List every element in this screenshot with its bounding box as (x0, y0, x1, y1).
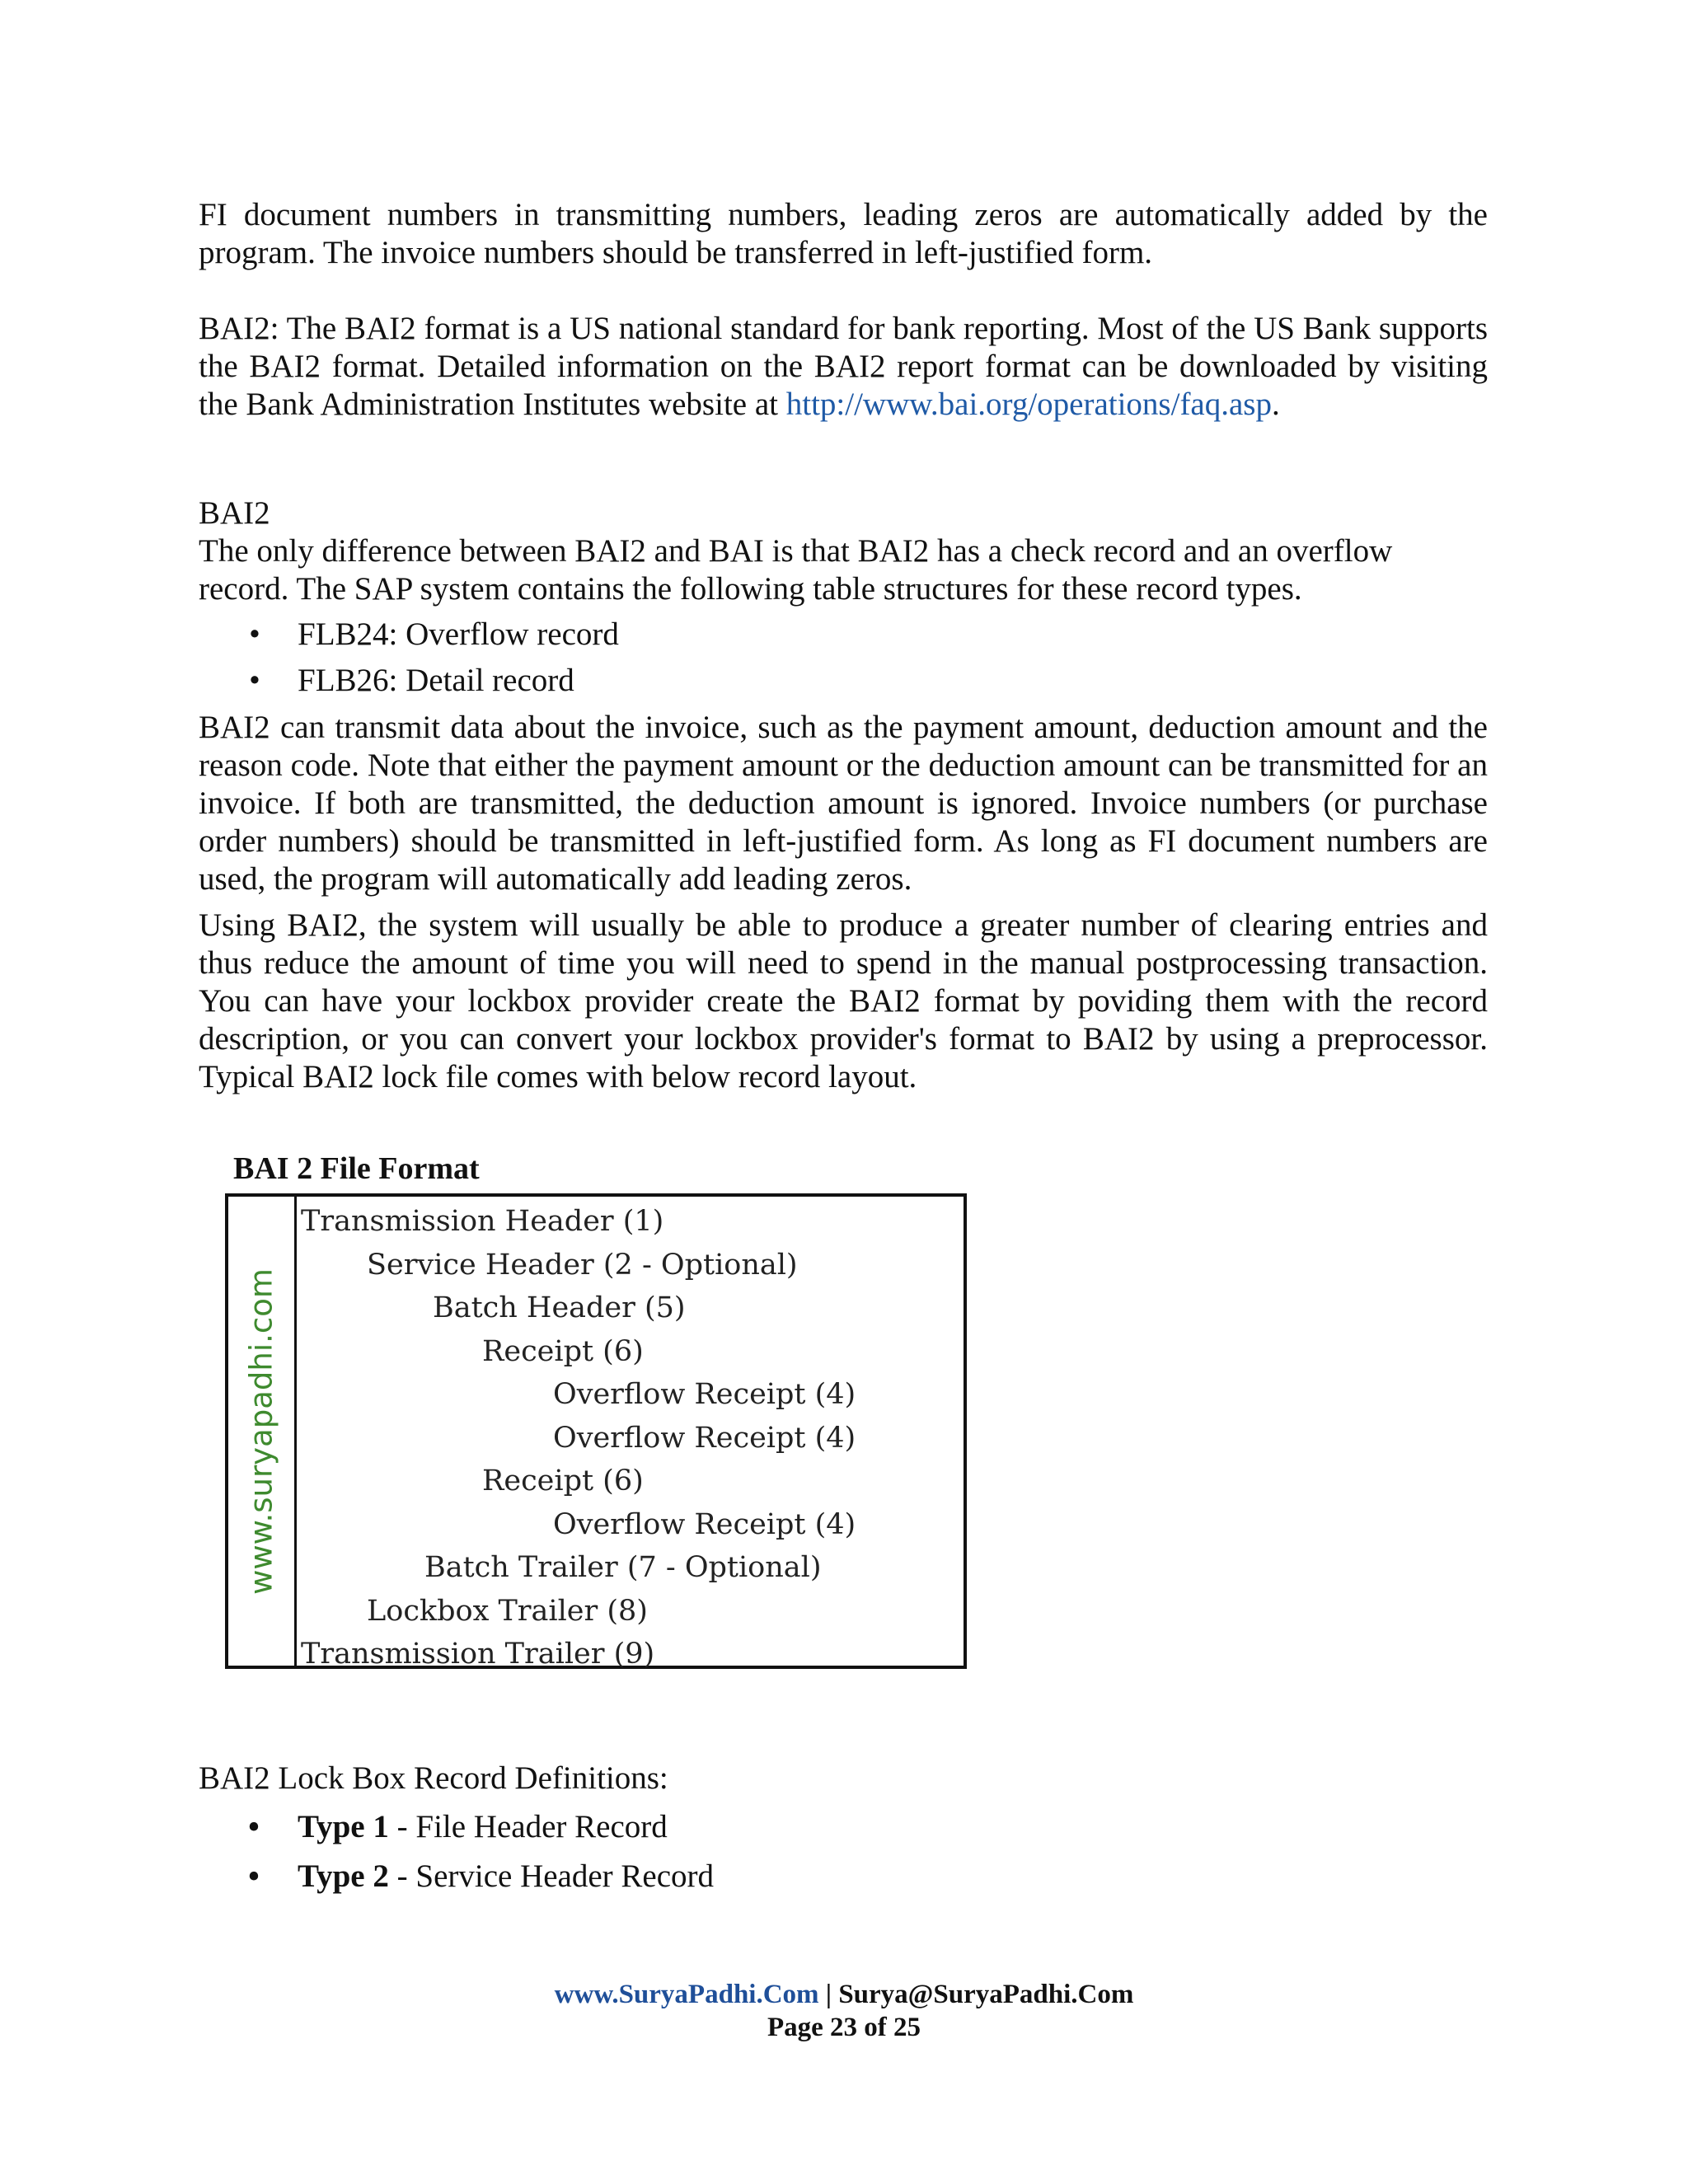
record-type-sep: - (388, 1809, 416, 1844)
bai2-intro-text: BAI2: The BAI2 format is a US national standard for bank reporting. Most of the US Bank supports the BAI2 format. Detailed information on the BAI2 report format can be downloaded by visiting the Bank Administration Institutes website at (199, 311, 1488, 422)
section-heading-bai2: BAI2 (199, 495, 270, 531)
bullet-icon: • (249, 663, 260, 698)
page-footer (0, 1978, 1688, 2044)
record-type-desc: File Header Record (415, 1809, 668, 1844)
paragraph-bai2-transmit: BAI2 can transmit data about the invoice, such as the payment amount, deduction amount and the reason code. Note that either the payment amount or the deduction amount can be transmitted for an invoice. If both are transmitted, the deduction amount is ignored. Invoice numbers (or purchase order numbers) should be transmitted in left-justified form. As long as FI document numbers are used, the program will automatically add leading zeros. (199, 710, 1488, 897)
definitions-heading: BAI2 Lock Box Record Definitions: (199, 1760, 668, 1796)
figure-record-rows (301, 1200, 856, 1676)
paragraph-bai2-difference: The only difference between BAI2 and BAI is that BAI2 has a check record and an overflow record. The SAP system contains the following table structures for these record types. (199, 533, 1393, 607)
footer-contact-line (0, 1978, 1688, 2011)
record-row: Service Header (2 - Optional) (367, 1248, 798, 1282)
paragraph-bai2-intro (199, 310, 1488, 424)
record-type-desc: Service Header Record (415, 1858, 715, 1894)
record-row: Transmission Trailer (9) (301, 1638, 655, 1671)
bullet-icon: • (247, 1856, 260, 1896)
figure-box (225, 1193, 967, 1669)
list-item (199, 658, 1488, 704)
list-item (199, 612, 1488, 658)
figure-title: BAI 2 File Format (233, 1151, 480, 1186)
watermark-text: www.suryapadhi.com (243, 1268, 279, 1595)
record-types-list (199, 612, 1488, 704)
bai2-intro-end: . (1271, 387, 1280, 422)
list-item (199, 1852, 1488, 1901)
record-row: Transmission Header (1) (301, 1205, 664, 1238)
record-type-label: Type 1 (298, 1809, 389, 1844)
figure-side-column (228, 1197, 297, 1666)
record-row: Receipt (6) (482, 1334, 644, 1368)
record-row: Overflow Receipt (4) (553, 1421, 856, 1455)
footer-email-link[interactable]: Surya@SuryaPadhi.Com (838, 1980, 1134, 2009)
paragraph-bai2-usage: Using BAI2, the system will usually be able to produce a greater number of clearing entries and thus reduce the amount of time you will need to spend in the manual postprocessing transaction. You can have your lockbox provider create the BAI2 format by poviding them with the record description, or you can convert your lockbox provider's format to BAI2 by using a preprocessor. Typical BAI2 lock file comes with below record layout. (199, 907, 1488, 1094)
record-row: Receipt (6) (482, 1465, 644, 1497)
page-number: Page 23 of 25 (767, 2013, 921, 2042)
list-item-text: FLB26: Detail record (298, 663, 574, 698)
bullet-icon: • (247, 1807, 260, 1847)
record-row: Lockbox Trailer (8) (367, 1594, 648, 1628)
list-item (199, 1802, 1488, 1852)
bai-faq-link[interactable]: http://www.bai.org/operations/faq.asp (785, 387, 1272, 422)
page-content (199, 196, 1488, 1901)
footer-separator: | (818, 1980, 839, 2009)
bullet-icon: • (249, 616, 260, 652)
paragraph-leading-zeros: FI document numbers in transmitting numbers, leading zeros are automatically added by the program. The invoice numbers should be transferred in left-justified form. (199, 197, 1488, 270)
record-type-sep: - (388, 1858, 416, 1894)
list-item-text: FLB24: Overflow record (298, 616, 619, 652)
record-row: Overflow Receipt (4) (553, 1507, 856, 1541)
footer-site-link[interactable]: www.SuryaPadhi.Com (554, 1980, 819, 2009)
record-row: Batch Trailer (7 - Optional) (424, 1551, 822, 1584)
record-definitions-list (199, 1802, 1488, 1901)
record-type-label: Type 2 (298, 1858, 389, 1894)
bai2-file-format-figure (225, 1151, 1488, 1669)
record-row: Batch Header (5) (433, 1291, 686, 1324)
record-row: Overflow Receipt (4) (553, 1378, 856, 1411)
